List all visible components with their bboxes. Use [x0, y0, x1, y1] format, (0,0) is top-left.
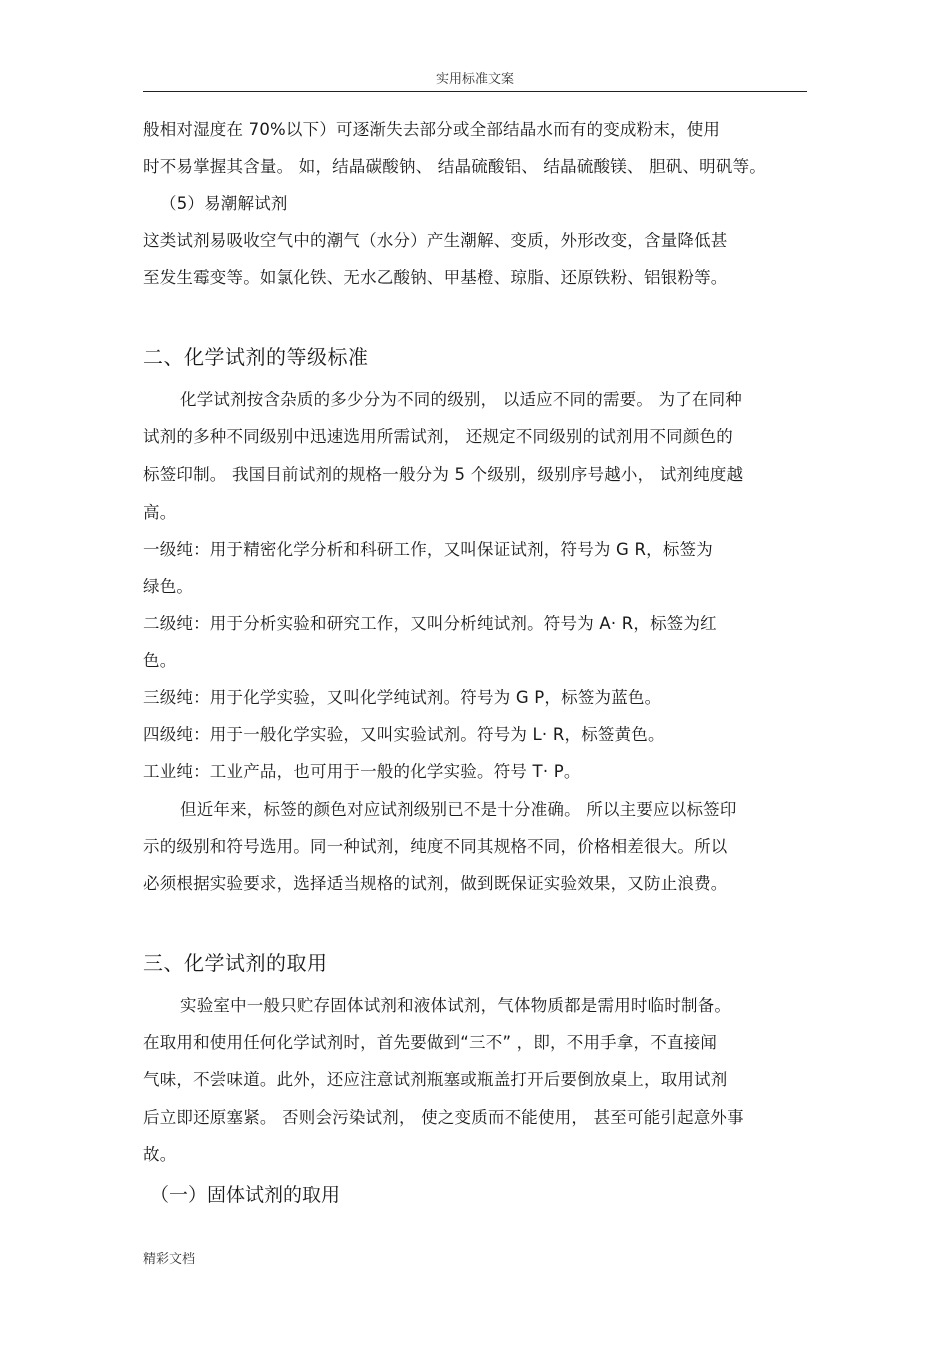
body-line: 但近年来，标签的颜色对应试剂级别已不是十分准确。 所以主要应以标签印 — [180, 800, 737, 819]
grade-line: 二级纯：用于分析实验和研究工作，又叫分析纯试剂。符号为 A· R，标签为红 — [143, 614, 717, 633]
body-line: 般相对湿度在 70%以下）可逐渐失去部分或全部结晶水而有的变成粉末，使用 — [143, 120, 721, 139]
body-line: 标签印制。 我国目前试剂的规格一般分为 5 个级别，级别序号越小， 试剂纯度越 — [143, 465, 744, 484]
body-line: 至发生霉变等。如氯化铁、无水乙酸钠、甲基橙、琼脂、还原铁粉、铝银粉等。 — [143, 268, 728, 287]
body-line: 色。 — [143, 651, 177, 670]
section-heading: 二、化学试剂的等级标准 — [143, 345, 369, 369]
body-line: 示的级别和符号选用。同一种试剂，纯度不同其规格不同，价格相差很大。所以 — [143, 837, 728, 856]
body-line: 绿色。 — [143, 577, 194, 596]
body-line: 这类试剂易吸收空气中的潮气（水分）产生潮解、变质，外形改变，含量降低甚 — [143, 231, 728, 250]
body-line: 高。 — [143, 503, 177, 522]
grade-line: 三级纯：用于化学实验，又叫化学纯试剂。符号为 G P，标签为蓝色。 — [143, 688, 662, 707]
body-line: 故。 — [143, 1145, 177, 1164]
body-line: 试剂的多种不同级别中迅速选用所需试剂， 还规定不同级别的试剂用不同颜色的 — [143, 427, 733, 446]
body-line: 化学试剂按含杂质的多少分为不同的级别， 以适应不同的需要。 为了在同种 — [180, 390, 742, 409]
subsection-heading: （一）固体试剂的取用 — [150, 1184, 341, 1206]
body-line: 必须根据实验要求，选择适当规格的试剂，做到既保证实验效果，又防止浪费。 — [143, 874, 728, 893]
header-rule — [143, 91, 807, 92]
body-line: 后立即还原塞紧。 否则会污染试剂， 使之变质而不能使用， 甚至可能引起意外事 — [143, 1108, 744, 1127]
body-line: 实验室中一般只贮存固体试剂和液体试剂，气体物质都是需用时临时制备。 — [180, 996, 732, 1015]
body-line: 在取用和使用任何化学试剂时，首先要做到“三不” ，即，不用手拿，不直接闻 — [143, 1033, 718, 1052]
page-footer: 精彩文档 — [143, 1252, 196, 1267]
page-header: 实用标准文案 — [435, 72, 514, 87]
body-line: 气味，不尝味道。此外，还应注意试剂瓶塞或瓶盖打开后要倒放桌上，取用试剂 — [143, 1070, 728, 1089]
subsection-heading: （5）易潮解试剂 — [160, 194, 288, 213]
body-line: 时不易掌握其含量。 如，结晶碳酸钠、 结晶硫酸铝、 结晶硫酸镁、 胆矾、明矾等。 — [143, 157, 766, 176]
grade-line: 一级纯：用于精密化学分析和科研工作，又叫保证试剂，符号为 G R，标签为 — [143, 540, 713, 559]
section-heading: 三、化学试剂的取用 — [143, 951, 328, 975]
grade-line: 四级纯：用于一般化学实验，又叫实验试剂。符号为 L· R，标签黄色。 — [143, 725, 665, 744]
grade-line: 工业纯：工业产品，也可用于一般的化学实验。符号 T· P。 — [143, 762, 581, 781]
